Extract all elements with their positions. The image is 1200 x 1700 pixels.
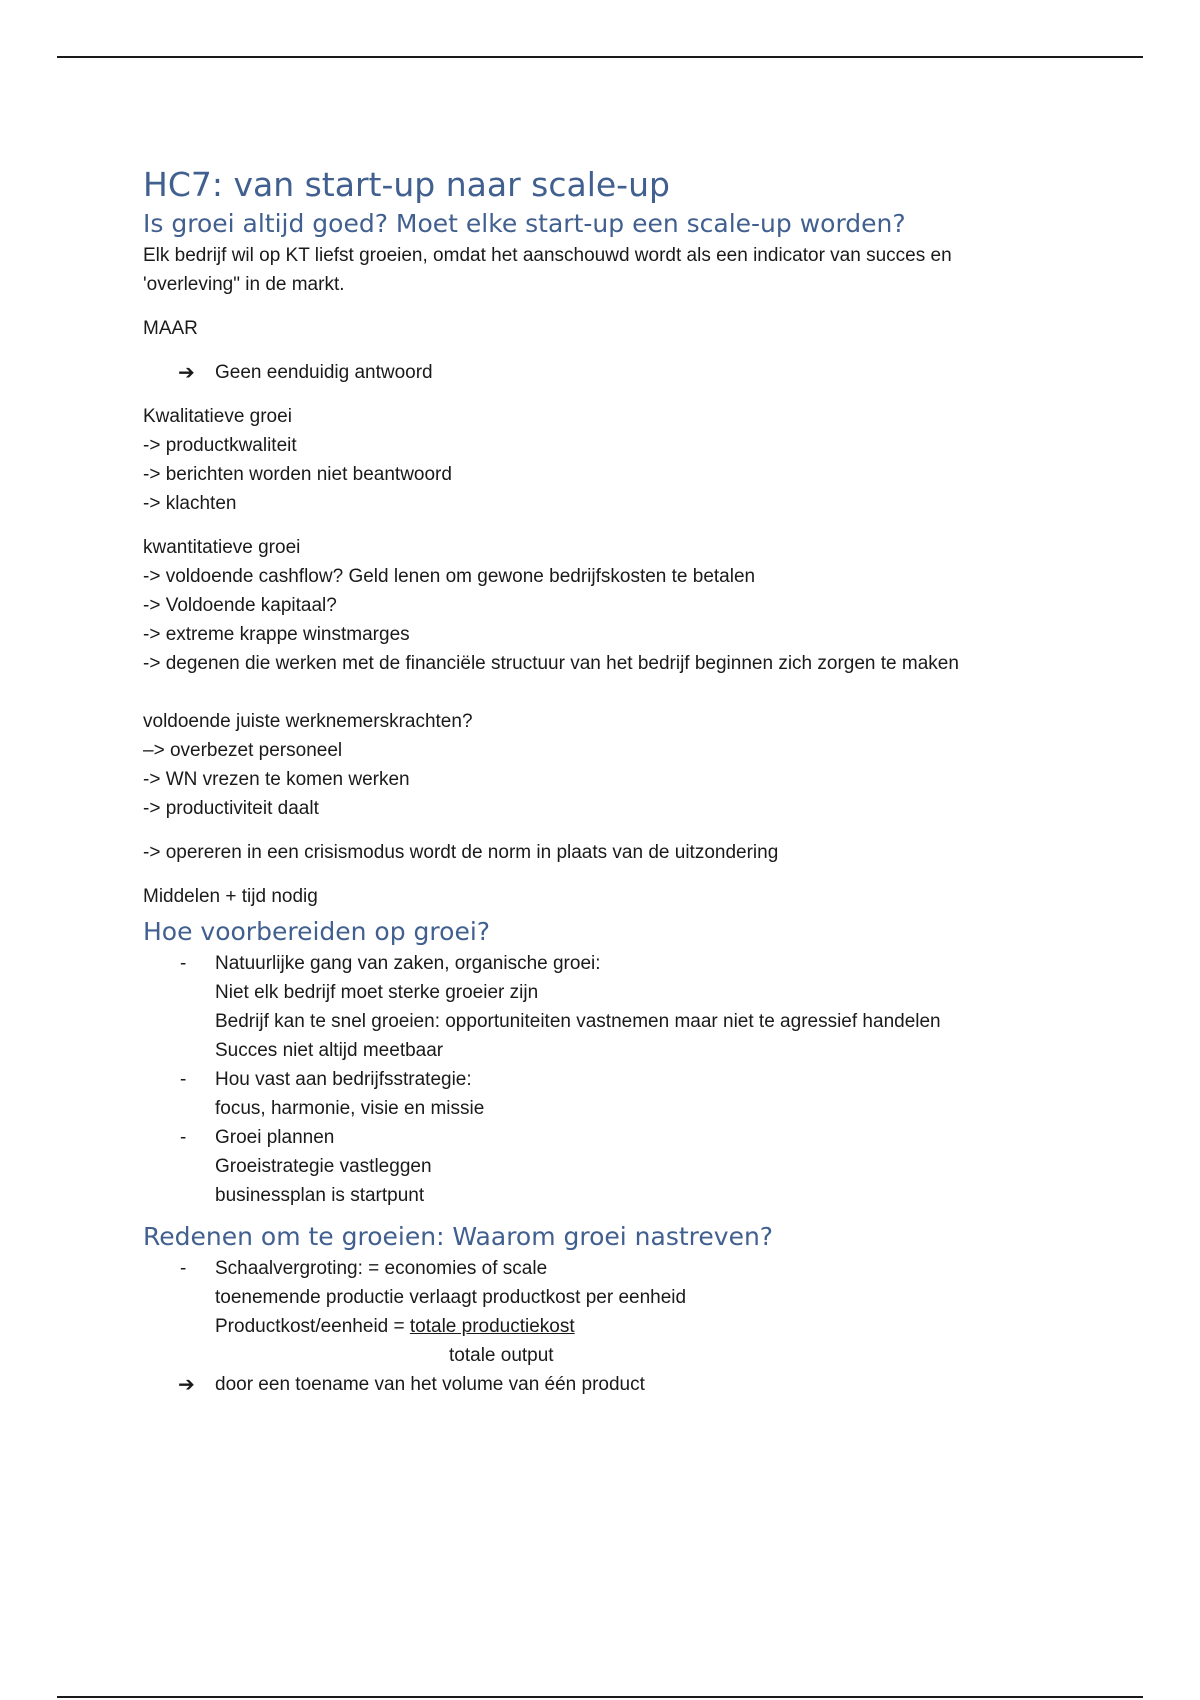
arrow-point: [178, 1370, 1063, 1399]
intro-paragraph: [143, 241, 1063, 299]
text-line: -> Voldoende kapitaal?: [143, 595, 337, 616]
arrow-right-icon: ➔: [178, 1372, 195, 1396]
arrow-right-icon: ➔: [178, 360, 195, 384]
section-heading-hoe-voorbereiden: Hoe voorbereiden op groei?: [143, 917, 491, 946]
text-line: -> voldoende cashflow? Geld lenen om gewone bedrijfskosten te betalen: [143, 566, 756, 587]
dash-bullet-icon: -: [180, 953, 187, 974]
text-line: Groei plannen: [215, 1127, 335, 1148]
dash-bullet-icon: -: [180, 1127, 187, 1148]
text-line: Niet elk bedrijf moet sterke groeier zijn: [215, 982, 539, 1003]
text-line: kwantitatieve groei: [143, 537, 301, 558]
text-line: 'overleving" in de markt.: [143, 274, 345, 295]
formula-numerator: totale productiekost: [409, 1316, 575, 1337]
quantitative-growth-block: [143, 533, 1063, 678]
arrow-point-text: Geen eenduidig antwoord: [215, 362, 433, 383]
formula-denominator: totale output: [449, 1345, 554, 1366]
text-line: Natuurlijke gang van zaken, organische groei:: [215, 953, 601, 974]
text-line: businessplan is startpunt: [215, 1185, 425, 1206]
section-heading-is-groei-altijd-goed: Is groei altijd goed? Moet elke start-up een scale-up worden?: [143, 209, 906, 238]
text-line: toenemende productie verlaagt productkost per eenheid: [215, 1287, 687, 1308]
text-line: Bedrijf kan te snel groeien: opportuniteiten vastnemen maar niet te agressief handelen: [215, 1011, 941, 1032]
text-line: Groeistrategie vastleggen: [215, 1156, 432, 1177]
text-line: -> productiviteit daalt: [143, 798, 319, 819]
preparation-list: [143, 949, 1063, 1210]
dash-bullet-icon: -: [180, 1069, 187, 1090]
section-heading-redenen-om-te-groeien: Redenen om te groeien: Waarom groei nastreven?: [143, 1222, 774, 1251]
text-line: focus, harmonie, visie en missie: [215, 1098, 485, 1119]
qualitative-growth-block: [143, 402, 1063, 518]
list-item: [178, 1065, 1063, 1123]
text-line: -> productkwaliteit: [143, 435, 297, 456]
header-rule: [57, 56, 1143, 58]
text-line: –> overbezet personeel: [143, 740, 343, 761]
arrow-point: [178, 358, 1063, 387]
text-line: -> berichten worden niet beantwoord: [143, 464, 452, 485]
footer-rule: [57, 1696, 1143, 1698]
arrow-point-text: door een toename van het volume van één product: [215, 1374, 645, 1395]
text-line: Kwalitatieve groei: [143, 406, 292, 427]
text-line: -> extreme krappe winstmarges: [143, 624, 410, 645]
text-line: voldoende juiste werknemerskrachten?: [143, 711, 473, 732]
blank-line: [143, 678, 1063, 707]
text-line: Hou vast aan bedrijfsstrategie:: [215, 1069, 472, 1090]
formula-prefix: Productkost/eenheid =: [215, 1316, 410, 1337]
text-line: -> degenen die werken met de financiële structuur van het bedrijf beginnen zich zorgen te maken: [143, 653, 959, 674]
list-item: [178, 949, 1063, 1065]
text-line: Elk bedrijf wil op KT liefst groeien, omdat het aanschouwd wordt als een indicator van succes en: [143, 245, 952, 266]
maar-paragraph: MAAR: [143, 318, 198, 339]
text-line: Succes niet altijd meetbaar: [215, 1040, 444, 1061]
formula-line: [215, 1312, 1063, 1341]
list-item: [178, 1123, 1063, 1210]
resources-paragraph: Middelen + tijd nodig: [143, 886, 318, 907]
list-item: [178, 1254, 1063, 1370]
crisis-paragraph: -> opereren in een crisismodus wordt de norm in plaats van de uitzondering: [143, 842, 779, 863]
text-line: -> klachten: [143, 493, 237, 514]
text-line: Schaalvergroting: = economies of scale: [215, 1258, 548, 1279]
text-line: -> WN vrezen te komen werken: [143, 769, 410, 790]
document-body: [143, 163, 1063, 1414]
workforce-block: [143, 707, 1063, 823]
dash-bullet-icon: -: [180, 1258, 187, 1279]
page-title: HC7: van start-up naar scale-up: [143, 165, 670, 204]
